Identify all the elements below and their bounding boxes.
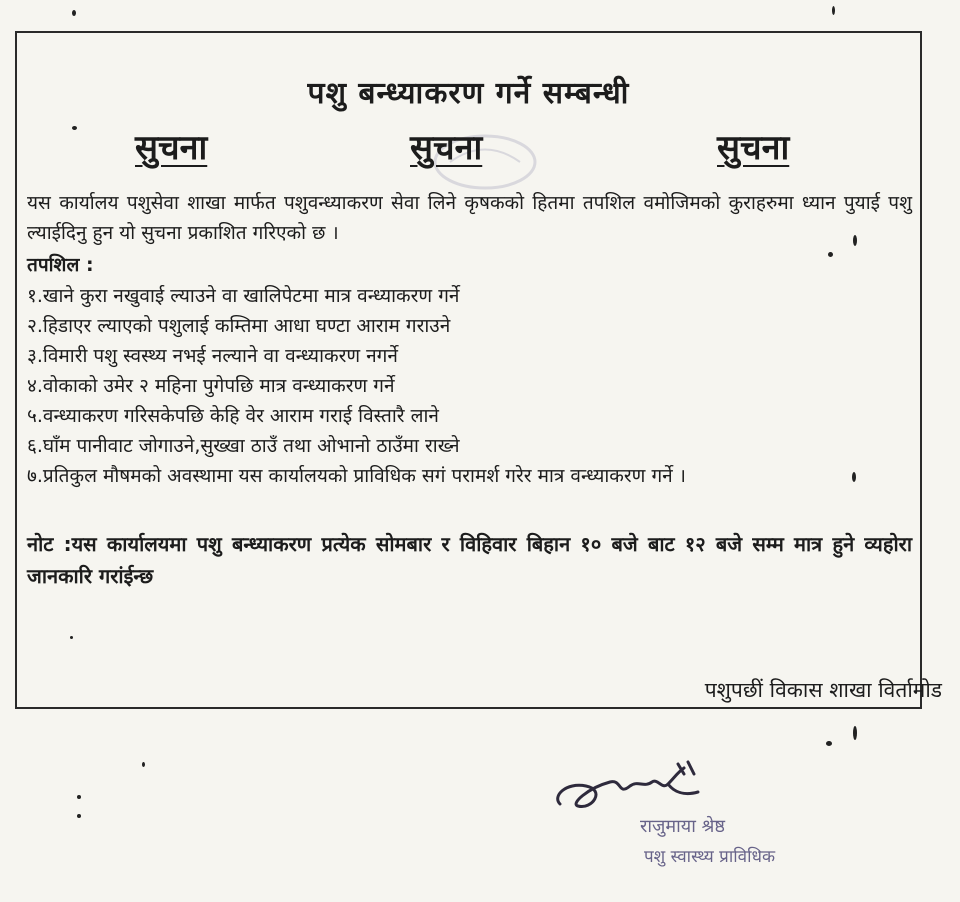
scan-speck: [853, 726, 857, 740]
list-item: ६.घाँम पानीवाट जोगाउने,सुख्खा ठाउँ तथा ओभानो ठाउँमा राख्ने: [27, 435, 460, 457]
scan-speck: [826, 741, 832, 746]
scan-speck: [142, 762, 145, 767]
instruction-list: [27, 281, 686, 491]
list-item: १.खाने कुरा नखुवाई ल्याउने वा खालिपेटमा मात्र वन्ध्याकरण गर्ने: [27, 285, 460, 307]
notice-word-center: सुचना: [410, 128, 483, 168]
office-name: पशुपछीं विकास शाखा विर्तामोड: [704, 678, 942, 702]
details-heading: तपशिल :: [27, 254, 94, 276]
scan-speck: [72, 10, 76, 16]
list-item: ७.प्रतिकुल मौषमको अवस्थामा यस कार्यालयको प्राविधिक सगं परामर्श गरेर मात्र वन्ध्याकरण गर्ने ।: [27, 465, 686, 487]
list-item: ४.वोकाको उमेर २ महिना पुगेपछि मात्र वन्ध्याकरण गर्ने: [27, 375, 395, 397]
notice-word-right: सुचना: [717, 128, 790, 168]
list-item: ३.विमारी पशु स्वस्थ्य नभई नल्याने वा वन्ध्याकरण नगर्ने: [27, 345, 398, 367]
signatory-designation: पशु स्वास्थ्य प्राविधिक: [644, 847, 776, 867]
scan-speck: [77, 795, 81, 799]
notice-title: पशु बन्ध्याकरण गर्ने सम्बन्धी: [307, 76, 630, 111]
scan-speck: [77, 814, 81, 818]
notice-word-left: सुचना: [135, 128, 208, 168]
list-item: ५.वन्ध्याकरण गरिसकेपछि केहि वेर आराम गराई विस्तारै लाने: [27, 405, 439, 427]
intro-paragraph: यस कार्यालय पशुसेवा शाखा मार्फत पशुवन्ध्याकरण सेवा लिने कृषकको हितमा तपशिल वमोजिमको कुराहरुमा ध्यान पुयाई पशु ल्याईदिनु हुन यो सुचना प्रकाशित गरिएको छ ।: [27, 192, 912, 244]
scan-speck: [832, 6, 835, 15]
signature-area: [548, 752, 828, 882]
note-paragraph: नोट :यस कार्यालयमा पशु बन्ध्याकरण प्रत्येक सोमबार र विहिवार बिहान १० बजे बाट १२ बजे सम्म मात्र हुने व्यहोरा जानकारि गरांईन्छ: [27, 532, 912, 588]
list-item: २.हिडाएर ल्याएको पशुलाई कम्तिमा आधा घण्टा आराम गराउने: [27, 315, 451, 337]
signatory-name: राजुमाया श्रेष्ठ: [640, 816, 725, 837]
